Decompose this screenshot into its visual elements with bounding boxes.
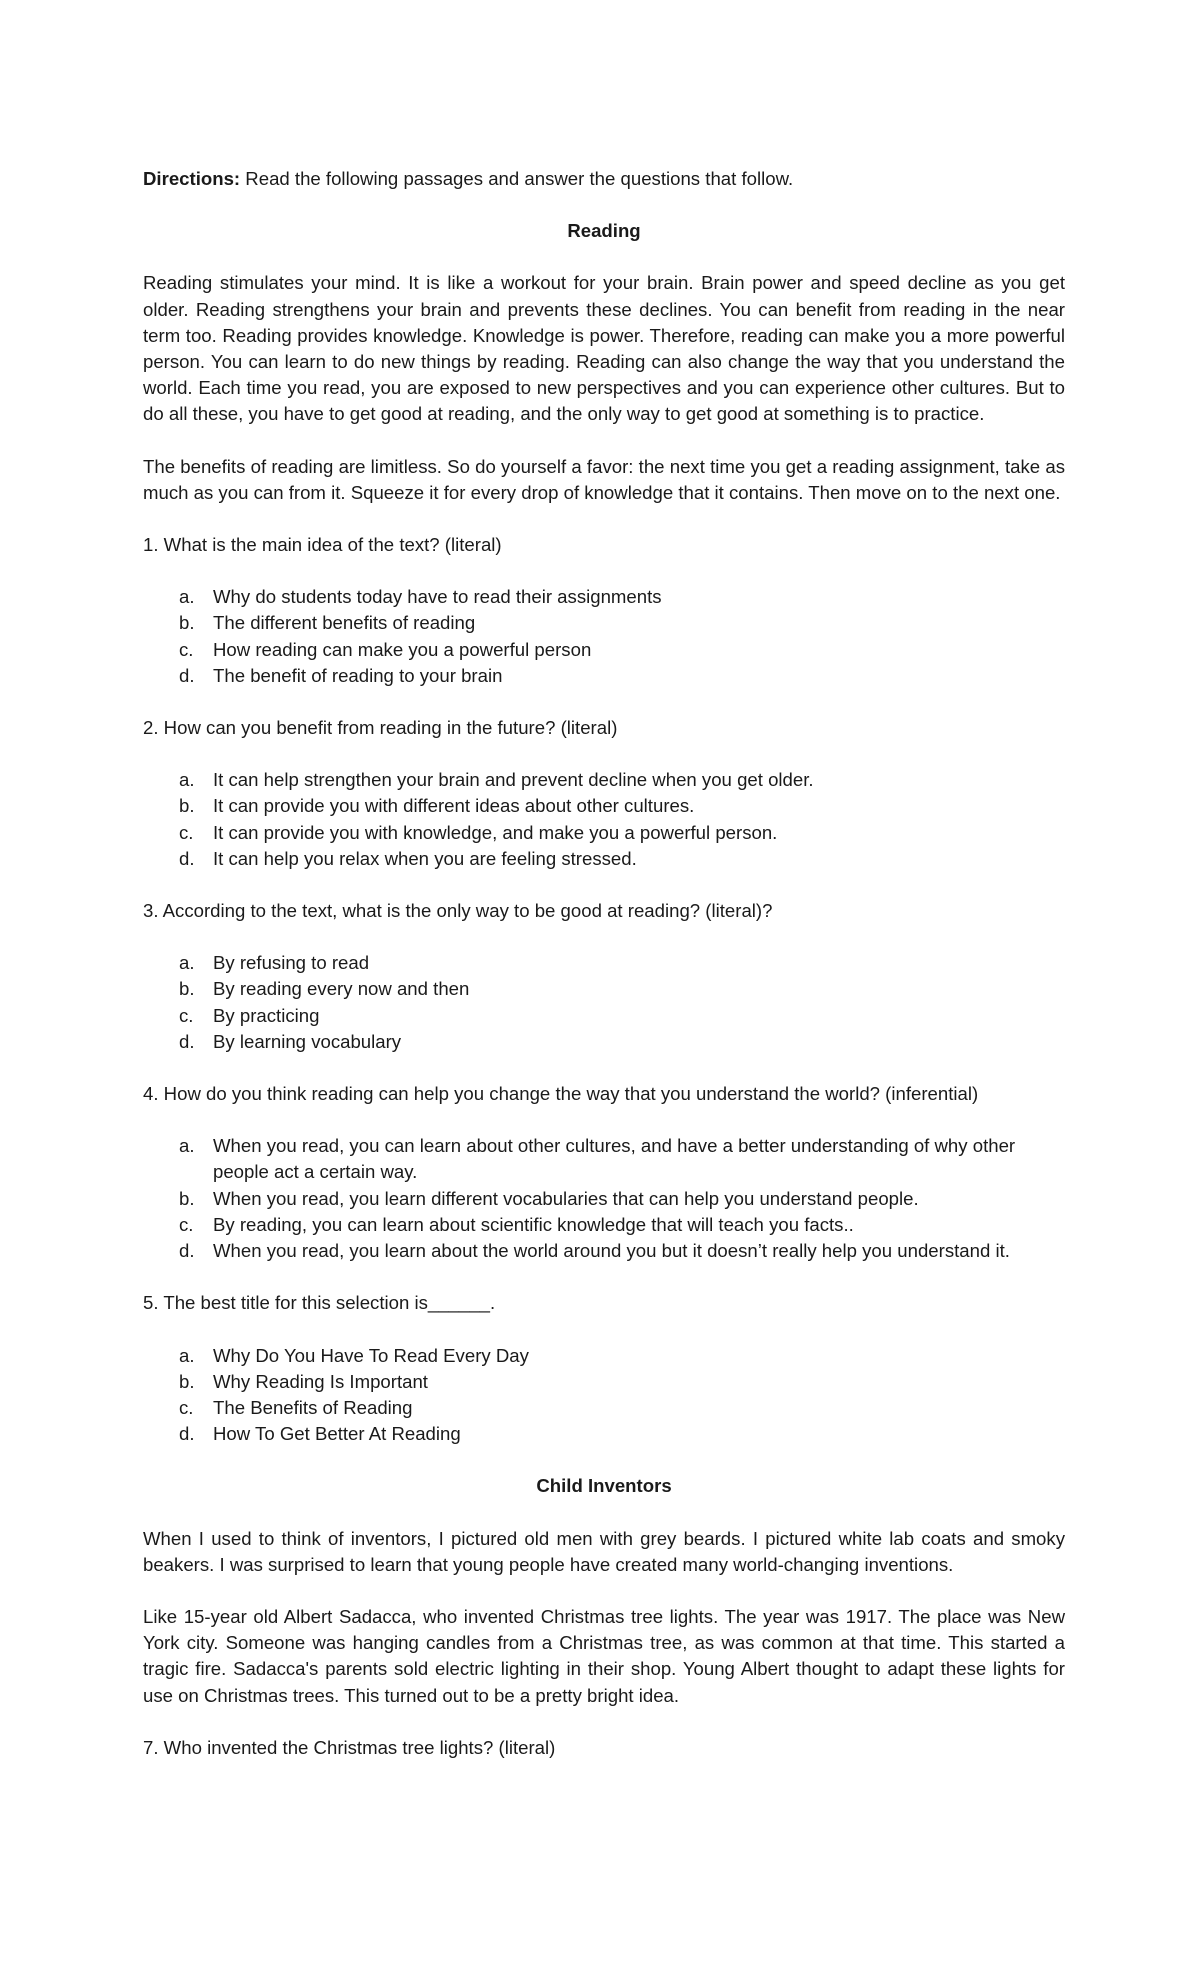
directions-text: Read the following passages and answer the questions that follow. xyxy=(245,168,794,189)
option-item xyxy=(143,663,1065,689)
option-letter: b. xyxy=(179,612,195,634)
directions-label: Directions: xyxy=(143,168,241,189)
option-letter: b. xyxy=(179,795,195,817)
question-2: 2. How can you benefit from reading in the future? (literal) xyxy=(143,717,618,739)
option-text: It can help you relax when you are feeling stressed. xyxy=(213,847,637,869)
option-text: By refusing to read xyxy=(213,952,370,974)
passage-paragraph: The benefits of reading are limitless. So do yourself a favor: the next time you get a reading assignment, take as much as you can from it. Squeeze it for every drop of knowledge that it contains. Then move on to the next one. xyxy=(143,455,1065,503)
option-item xyxy=(143,1369,1065,1395)
option-item xyxy=(143,584,1065,610)
option-item xyxy=(143,1421,1065,1447)
worksheet-content xyxy=(143,166,1065,1787)
passage-paragraph: Reading stimulates your mind. It is like a workout for your brain. Brain power and speed decline as you get older. Reading strengthens your brain and prevents these declines. You can benefit from reading in the near term too. Reading provides knowledge. Knowledge is power. Therefore, reading can make you a more powerful person. You can learn to do new things by reading. Reading can also change the way that you understand the world. Each time you read, you are exposed to new perspectives and you can experience other cultures. But to do all these, you have to get good at reading, and the only way to get good at something is to practice. xyxy=(143,272,1065,425)
question-2-options xyxy=(143,767,1065,872)
option-letter: a. xyxy=(179,586,195,608)
option-text: How reading can make you a powerful person xyxy=(213,638,592,660)
option-letter: d. xyxy=(179,1240,195,1262)
question-7: 7. Who invented the Christmas tree lights? (literal) xyxy=(143,1736,556,1758)
option-text: By learning vocabulary xyxy=(213,1030,402,1052)
option-item xyxy=(143,1238,1065,1264)
option-letter: d. xyxy=(179,847,195,869)
question-5-options xyxy=(143,1343,1065,1448)
option-item xyxy=(143,1343,1065,1369)
option-letter: c. xyxy=(179,638,194,660)
option-item xyxy=(143,637,1065,663)
option-text: When you read, you learn about the world around you but it doesn’t really help you understand it. xyxy=(213,1240,1010,1262)
option-text: By reading, you can learn about scientific knowledge that will teach you facts.. xyxy=(213,1213,854,1235)
option-letter: c. xyxy=(179,1213,194,1235)
option-item xyxy=(143,767,1065,793)
option-letter: d. xyxy=(179,1423,195,1445)
option-text: When you read, you learn different vocabularies that can help you understand people. xyxy=(213,1187,919,1209)
option-letter: c. xyxy=(179,821,194,843)
section-title-child-inventors: Child Inventors xyxy=(536,1475,672,1497)
question-4: 4. How do you think reading can help you change the way that you understand the world? (inferential) xyxy=(143,1083,979,1105)
question-3-options xyxy=(143,950,1065,1055)
option-item xyxy=(143,846,1065,872)
option-text: When you read, you can learn about other cultures, and have a better understanding of why other people act a certain way. xyxy=(213,1135,1016,1183)
option-item xyxy=(143,610,1065,636)
option-text: Why Do You Have To Read Every Day xyxy=(213,1344,529,1366)
option-item xyxy=(143,1003,1065,1029)
question-4-options xyxy=(143,1133,1065,1264)
option-letter: a. xyxy=(179,1135,195,1157)
question-3: 3. According to the text, what is the only way to be good at reading? (literal)? xyxy=(143,900,773,922)
option-letter: d. xyxy=(179,1030,195,1052)
option-item xyxy=(143,1133,1065,1185)
passage-paragraph: Like 15-year old Albert Sadacca, who invented Christmas tree lights. The year was 1917. The place was New York city. Someone was hanging candles from a Christmas tree, as was common at that time. This started a tragic fire. Sadacca's parents sold electric lighting in their shop. Young Albert thought to adapt these lights for use on Christmas trees. This turned out to be a pretty bright idea. xyxy=(143,1605,1065,1706)
option-item xyxy=(143,820,1065,846)
option-item xyxy=(143,1212,1065,1238)
question-5: 5. The best title for this selection is______. xyxy=(143,1292,496,1314)
option-letter: a. xyxy=(179,769,195,791)
option-item xyxy=(143,950,1065,976)
option-text: It can provide you with different ideas about other cultures. xyxy=(213,795,695,817)
option-item xyxy=(143,1395,1065,1421)
option-text: The different benefits of reading xyxy=(213,612,476,634)
option-item xyxy=(143,1029,1065,1055)
option-letter: c. xyxy=(179,1004,194,1026)
option-text: How To Get Better At Reading xyxy=(213,1423,461,1445)
question-1: 1. What is the main idea of the text? (literal) xyxy=(143,534,502,556)
option-item xyxy=(143,976,1065,1002)
option-item xyxy=(143,1186,1065,1212)
option-letter: b. xyxy=(179,978,195,1000)
option-text: Why do students today have to read their assignments xyxy=(213,586,662,608)
option-text: By practicing xyxy=(213,1004,320,1026)
question-1-options xyxy=(143,584,1065,689)
option-text: It can provide you with knowledge, and make you a powerful person. xyxy=(213,821,778,843)
directions xyxy=(143,166,1065,192)
section-title-reading: Reading xyxy=(567,220,641,242)
option-text: By reading every now and then xyxy=(213,978,470,1000)
option-letter: d. xyxy=(179,664,195,686)
option-letter: a. xyxy=(179,1344,195,1366)
option-text: The benefit of reading to your brain xyxy=(213,664,503,686)
passage-paragraph: When I used to think of inventors, I pictured old men with grey beards. I pictured white lab coats and smoky beakers. I was surprised to learn that young people have created many world-changing inventions. xyxy=(143,1527,1065,1575)
option-text: Why Reading Is Important xyxy=(213,1370,428,1392)
option-text: The Benefits of Reading xyxy=(213,1396,413,1418)
option-item xyxy=(143,793,1065,819)
option-text: It can help strengthen your brain and prevent decline when you get older. xyxy=(213,769,814,791)
option-letter: b. xyxy=(179,1187,195,1209)
option-letter: c. xyxy=(179,1396,194,1418)
option-letter: a. xyxy=(179,952,195,974)
option-letter: b. xyxy=(179,1370,195,1392)
